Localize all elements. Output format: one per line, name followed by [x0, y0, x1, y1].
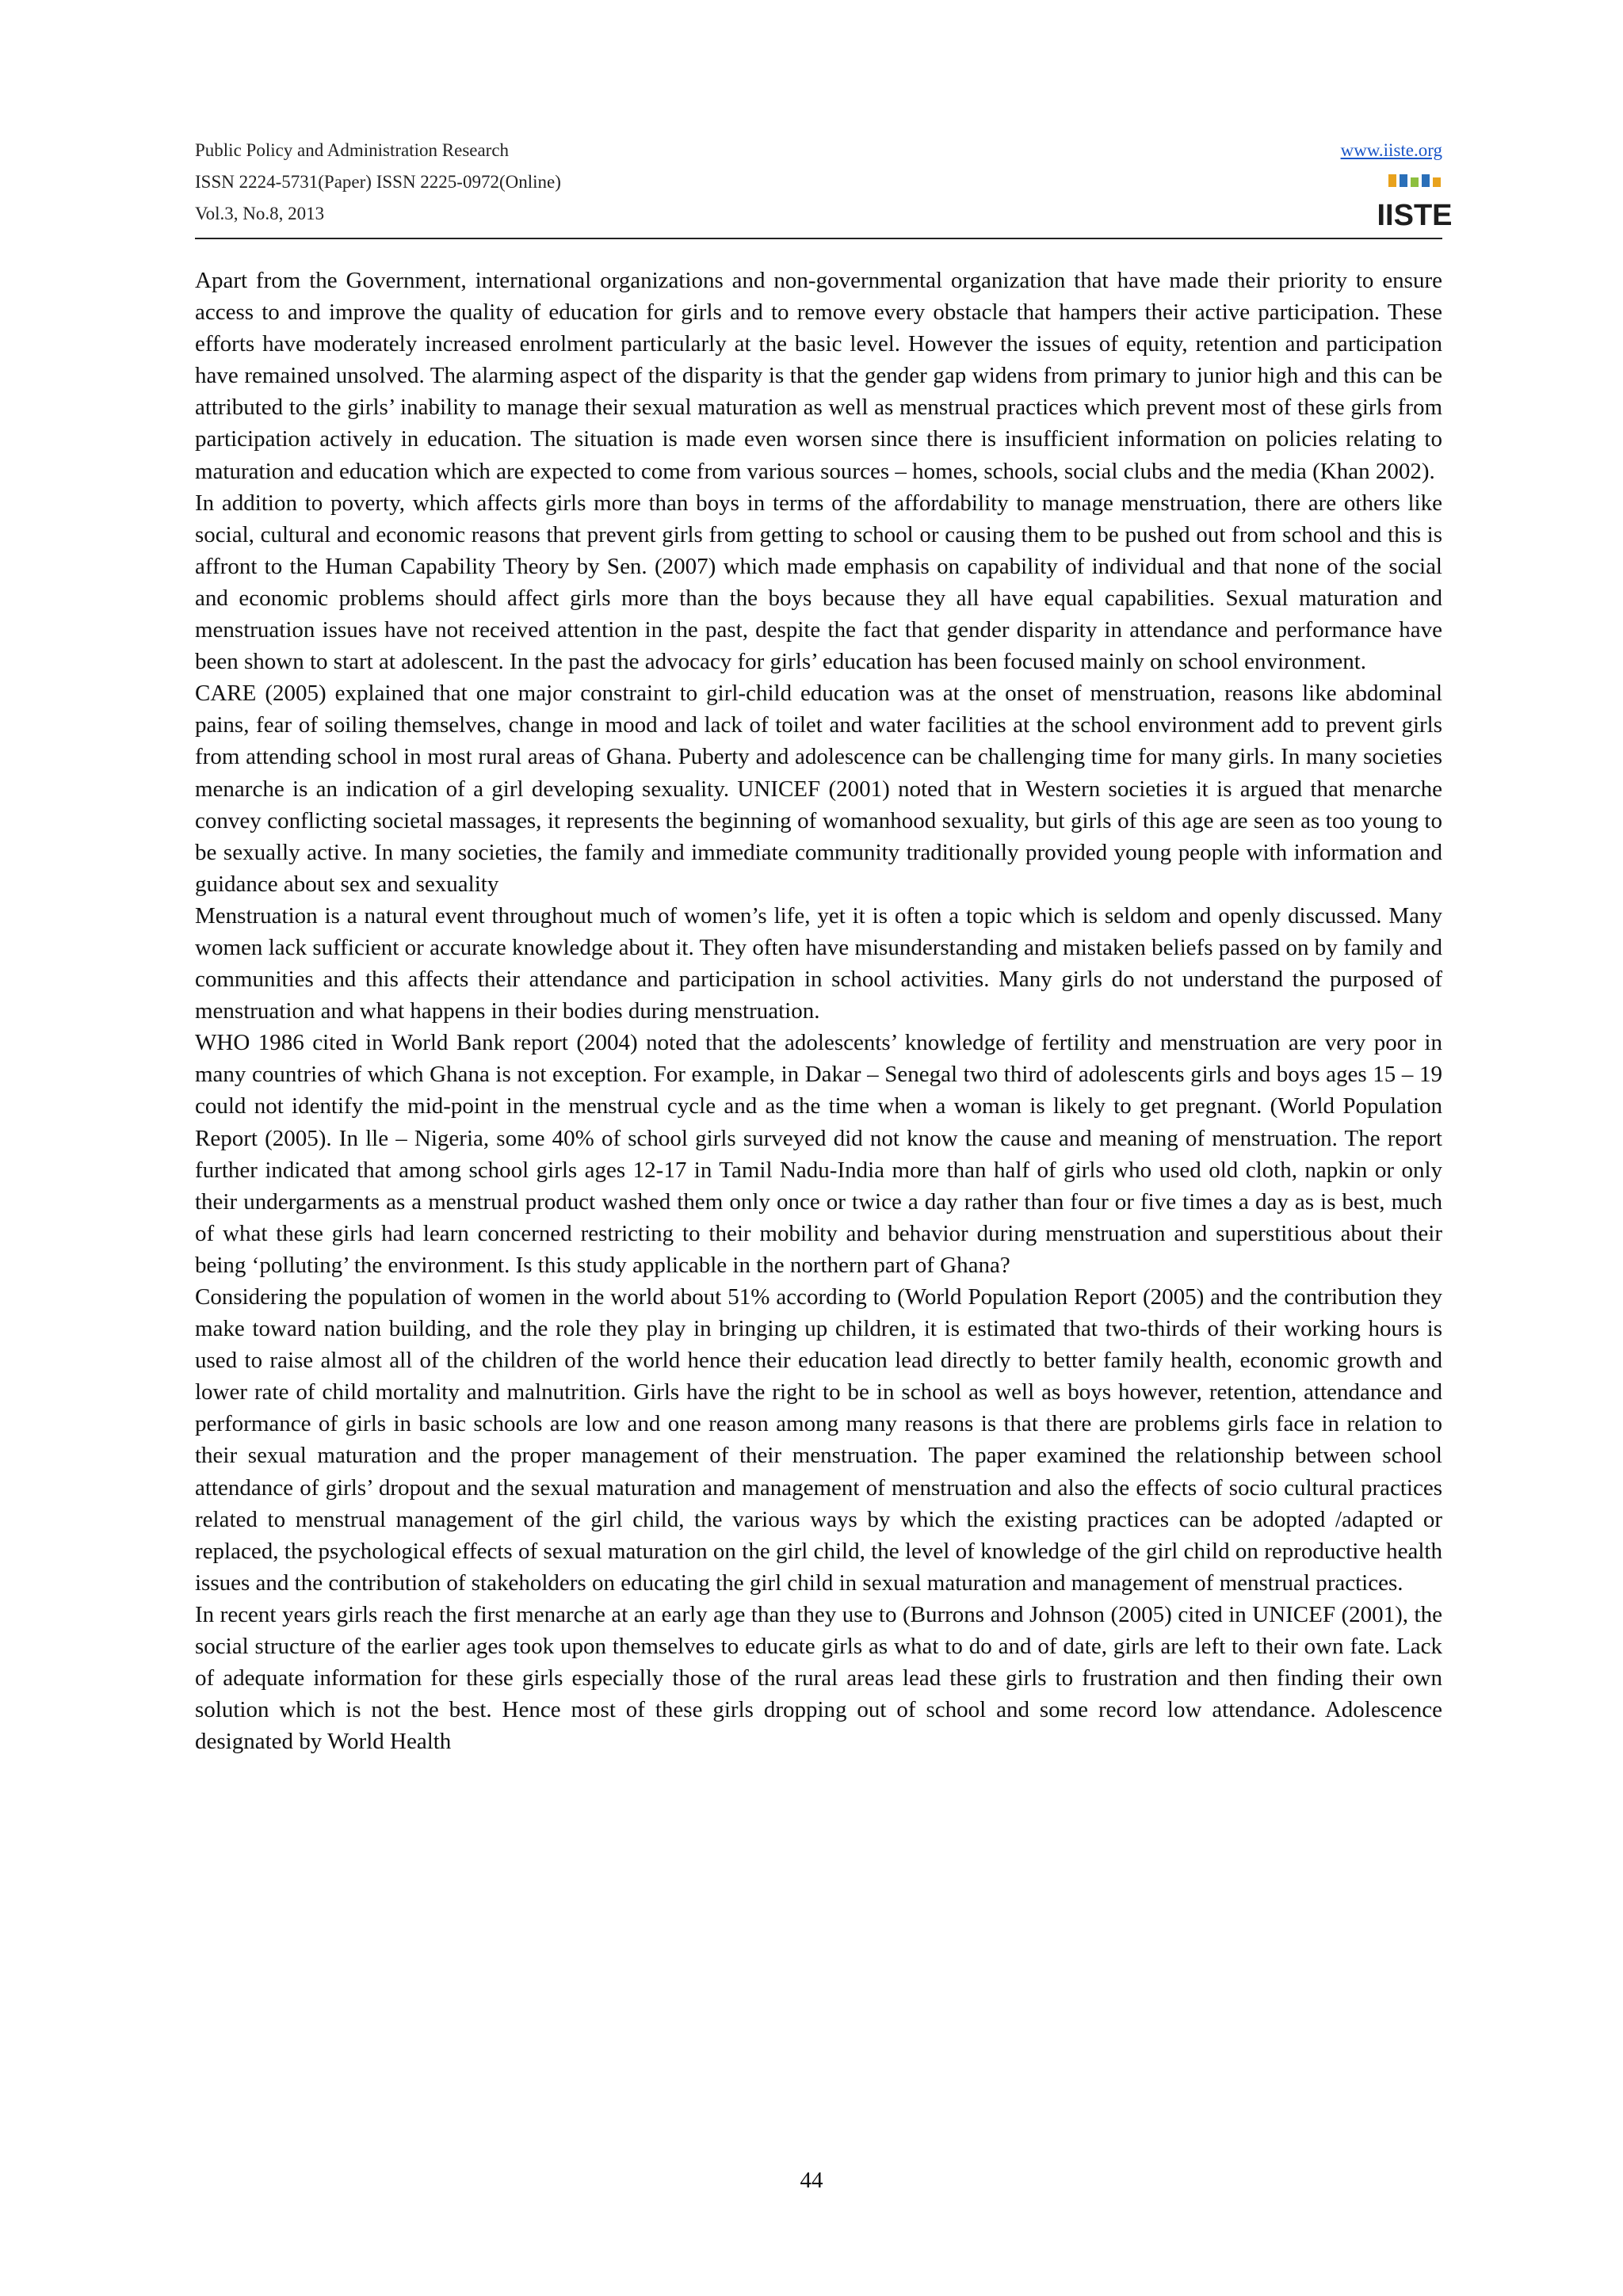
page-header	[195, 135, 1453, 236]
page-number: 44	[800, 2168, 823, 2193]
paragraph: WHO 1986 cited in World Bank report (2004) noted that the adolescents’ knowledge of fertility and menstruation are very poor in many countries of which Ghana is not exception. For example, in Dakar – Senegal two third of adolescents girls and boys ages 15 – 19 could not identify the mid-point in the menstrual cycle and as the time when a woman is likely to get pregnant. (World Population Report (2005). In lle – Nigeria, some 40% of school girls surveyed did not know the cause and meaning of menstruation. The report further indicated that among school girls ages 12-17 in Tamil Nadu-India more than half of girls who used old cloth, napkin or only their undergarments as a menstrual product washed them only once or twice a day rather than four or five times a day as is best, much of what these girls had learn concerned restricting to their mobility and behavior during menstruation and superstitious about their being ‘polluting’ the environment. Is this study applicable in the northern part of Ghana?	[195, 1030, 1442, 1278]
volume-line: Vol.3, No.8, 2013	[195, 204, 325, 223]
paragraph: In recent years girls reach the first menarche at an early age than they use to (Burrons and Johnson (2005) cited in UNICEF (2001), the social structure of the earlier ages took upon themselves to educate girls as what to do and of date, girls are left to their own fate. Lack of adequate information for these girls especially those of the rural areas lead these girls to frustration and then finding their own solution which is not the best. Hence most of these girls dropping out of school and some record low attendance. Adolescence designated by World Health	[195, 1601, 1442, 1755]
paragraph: Menstruation is a natural event throughout much of women’s life, yet it is often a topic which is seldom and openly discussed. Many women lack sufficient or accurate knowledge about it. They often have misunderstanding and mistaken beliefs passed on by family and communities and this affects their attendance and participation in school activities. Many girls do not understand the purposed of menstruation and what happens in their bodies during menstruation.	[195, 902, 1442, 1024]
paragraph: Considering the population of women in the world about 51% according to (World Population Report (2005) and the contribution they make toward nation building, and the role they play in bringing up children, it is estimated that two-thirds of their working hours is used to raise almost all of the children of the world hence their education lead directly to better family health, economic growth and lower rate of child mortality and malnutrition. Girls have the right to be in school as well as boys however, retention, attendance and performance of girls in basic schools are low and one reason among many reasons is that there are problems girls face in relation to their sexual maturation and the proper management of their menstruation. The paper examined the relationship between school attendance of girls’ dropout and the sexual maturation and management of menstruation and also the effects of socio cultural practices related to menstrual management of the girl child, the various ways by which the existing practices can be adopted /adapted or replaced, the psychological effects of sexual maturation on the girl child, the level of knowledge of the girl child on reproductive health issues and the contribution of stakeholders on educating the girl child in sexual maturation and management of menstrual practices.	[195, 1284, 1442, 1596]
paragraph: In addition to poverty, which affects girls more than boys in terms of the affordability to manage menstruation, there are others like social, cultural and economic reasons that prevent girls from getting to school or causing them to be pushed out from school and this is affront to the Human Capability Theory by Sen. (2007) which made emphasis on capability of individual and that none of the social and economic problems should affect girls more than the boys because they all have equal capabilities. Sexual maturation and menstruation issues have not received attention in the past, despite the fact that gender disparity in attendance and performance have been shown to start at adolescent. In the past the advocacy for girls’ education has been focused mainly on school environment.	[195, 490, 1442, 675]
iiste-logo	[1377, 173, 1453, 232]
journal-url-link[interactable]: www.iiste.org	[1340, 140, 1442, 160]
paragraph: CARE (2005) explained that one major constraint to girl-child education was at the onset of menstruation, reasons like abdominal pains, fear of soiling themselves, change in mood and lack of toilet and water facilities at the school environment add to prevent girls from attending school in most rural areas of Ghana. Puberty and adolescence can be challenging time for many girls. In many societies menarche is an indication of a girl developing sexuality. UNICEF (2001) noted that in Western societies it is argued that menarche convey conflicting societal massages, it represents the beginning of womanhood sexuality, but girls of this age are seen as too young to be sexually active. In many societies, the family and immediate community traditionally provided young people with information and guidance about sex and sexuality	[195, 681, 1442, 897]
issn-line: ISSN 2224-5731(Paper) ISSN 2225-0972(Online)	[195, 172, 561, 192]
header-divider	[195, 238, 1442, 239]
article-body	[195, 265, 1442, 1757]
logo-text: IISTE	[1377, 199, 1453, 232]
paragraph: Apart from the Government, international organizations and non-governmental organization that have made their priority to ensure access to and improve the quality of education for girls and to remove every obstacle that hampers their active participation. These efforts have moderately increased enrolment particularly at the basic level. However the issues of equity, retention and participation have remained unsolved. The alarming aspect of the disparity is that the gender gap widens from primary to junior high and this can be attributed to the girls’ inability to manage their sexual maturation as well as menstrual practices which prevent most of these girls from participation actively in education. The situation is made even worsen since there is insufficient information on policies relating to maturation and education which are expected to come from various sources – homes, schools, social clubs and the media (Khan 2002).	[195, 268, 1442, 484]
journal-title: Public Policy and Administration Research	[195, 140, 510, 160]
